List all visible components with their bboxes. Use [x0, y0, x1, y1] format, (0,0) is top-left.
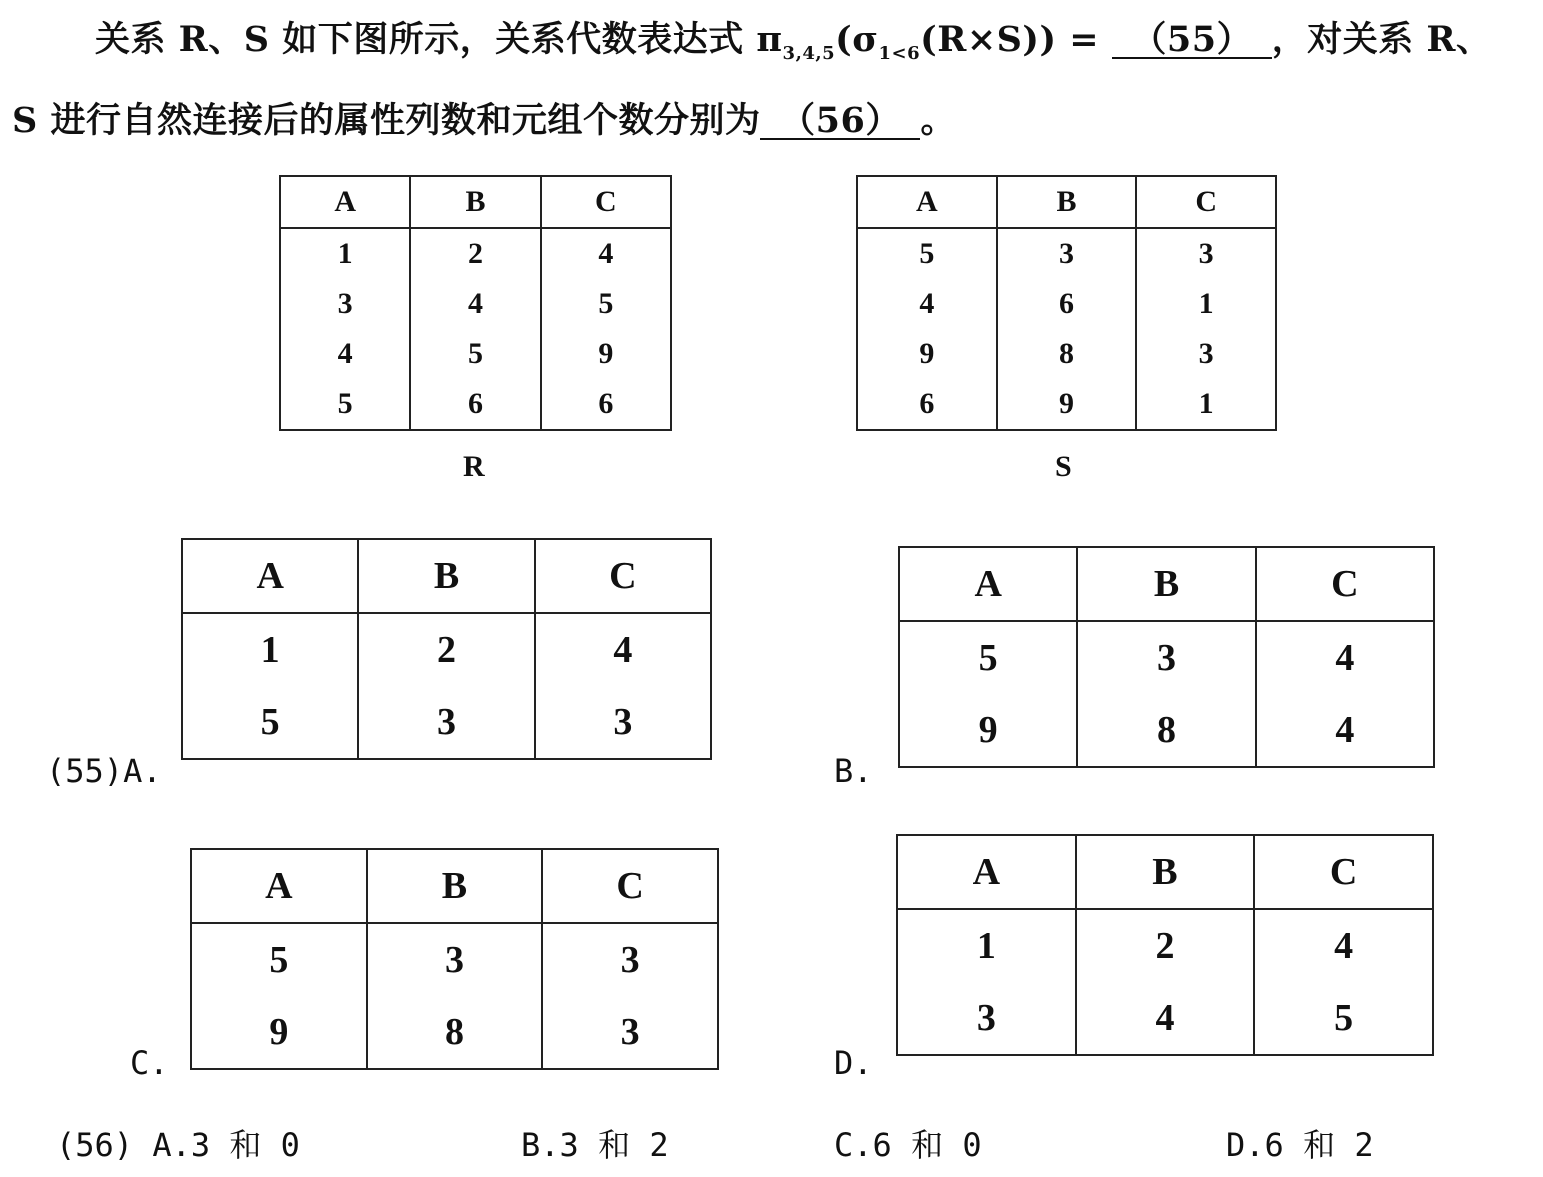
- header-a: A: [182, 539, 358, 613]
- header-c: C: [541, 176, 671, 228]
- table-row: [182, 613, 711, 686]
- table-header-row: [897, 835, 1433, 909]
- option-56-b[interactable]: B.3 和 2: [521, 1126, 669, 1164]
- cell: 5: [191, 923, 367, 996]
- table-header-row: [182, 539, 711, 613]
- header-b: B: [367, 849, 543, 923]
- header-b: B: [1076, 835, 1255, 909]
- option-56-c[interactable]: C.6 和 0: [834, 1126, 982, 1164]
- table-row: [857, 379, 1276, 430]
- cell: 4: [1256, 694, 1434, 767]
- table-row: [280, 279, 671, 329]
- table-row: [857, 329, 1276, 379]
- cell: 2: [410, 228, 540, 279]
- relation-s-caption: S: [1055, 450, 1072, 483]
- option-55-a-label[interactable]: (55)A.: [46, 752, 162, 790]
- table-row: [897, 909, 1433, 982]
- option-55-b-label[interactable]: B.: [834, 752, 873, 790]
- header-b: B: [1077, 547, 1255, 621]
- header-a: A: [191, 849, 367, 923]
- sigma-symbol: (σ: [835, 19, 879, 60]
- cell: 5: [410, 329, 540, 379]
- cell: 6: [997, 279, 1137, 329]
- option-55-c-table: [190, 848, 719, 1070]
- blank-56: （56）: [760, 103, 920, 140]
- table-row: [899, 621, 1434, 694]
- relation-r-table: [279, 175, 672, 431]
- cell: 8: [1077, 694, 1255, 767]
- cell: 9: [857, 329, 997, 379]
- cell: 9: [899, 694, 1077, 767]
- cell: 9: [191, 996, 367, 1069]
- option-55-d-table: [896, 834, 1434, 1056]
- cell: 6: [541, 379, 671, 430]
- table-row: [280, 329, 671, 379]
- cell: 6: [857, 379, 997, 430]
- question-text-suffix: ，对关系 R、: [1271, 19, 1492, 60]
- relation-r-caption: R: [463, 450, 485, 483]
- table-row: [897, 982, 1433, 1055]
- cell: 2: [1076, 909, 1255, 982]
- question-line-1: [95, 19, 1492, 64]
- cell: 2: [358, 613, 534, 686]
- header-b: B: [997, 176, 1137, 228]
- cell: 3: [542, 996, 718, 1069]
- cell: 6: [410, 379, 540, 430]
- cell: 5: [182, 686, 358, 759]
- option-56-d[interactable]: D.6 和 2: [1226, 1126, 1374, 1164]
- table-header-row: [280, 176, 671, 228]
- table-row: [191, 996, 718, 1069]
- cell: 3: [1077, 621, 1255, 694]
- table-header-row: [191, 849, 718, 923]
- cell: 3: [997, 228, 1137, 279]
- relational-algebra-formula: [756, 19, 1112, 64]
- cell: 4: [857, 279, 997, 329]
- formula-rest: (R×S)) =: [920, 19, 1112, 60]
- cell: 3: [358, 686, 534, 759]
- header-a: A: [857, 176, 997, 228]
- cell: 4: [535, 613, 711, 686]
- question-text-prefix: 关系 R、S 如下图所示，关系代数表达式: [95, 19, 757, 60]
- table-row: [280, 379, 671, 430]
- option-55-b-table: [898, 546, 1435, 768]
- cell: 3: [535, 686, 711, 759]
- header-b: B: [410, 176, 540, 228]
- cell: 4: [1254, 909, 1433, 982]
- pi-symbol: π: [756, 19, 783, 60]
- cell: 9: [997, 379, 1137, 430]
- cell: 3: [897, 982, 1076, 1055]
- header-b: B: [358, 539, 534, 613]
- cell: 4: [1256, 621, 1434, 694]
- relation-s-table: [856, 175, 1277, 431]
- header-c: C: [1256, 547, 1434, 621]
- option-55-d-label[interactable]: D.: [834, 1044, 873, 1082]
- header-c: C: [542, 849, 718, 923]
- table-header-row: [857, 176, 1276, 228]
- cell: 5: [1254, 982, 1433, 1055]
- blank-55: （55）: [1112, 22, 1272, 59]
- cell: 4: [1076, 982, 1255, 1055]
- table-header-row: [899, 547, 1434, 621]
- header-a: A: [897, 835, 1076, 909]
- cell: 3: [542, 923, 718, 996]
- option-55-a-table: [181, 538, 712, 760]
- header-a: A: [899, 547, 1077, 621]
- question-text-end: 。: [920, 100, 956, 141]
- cell: 1: [1136, 379, 1276, 430]
- cell: 1: [280, 228, 410, 279]
- cell: 4: [280, 329, 410, 379]
- cell: 8: [367, 996, 543, 1069]
- table-row: [857, 279, 1276, 329]
- header-c: C: [1136, 176, 1276, 228]
- question-text-line2: S 进行自然连接后的属性列数和元组个数分别为: [12, 100, 761, 141]
- header-c: C: [1254, 835, 1433, 909]
- cell: 4: [541, 228, 671, 279]
- cell: 9: [541, 329, 671, 379]
- option-56-a[interactable]: (56) A.3 和 0: [56, 1126, 300, 1164]
- cell: 4: [410, 279, 540, 329]
- cell: 5: [280, 379, 410, 430]
- header-c: C: [535, 539, 711, 613]
- question-line-2: [12, 100, 956, 141]
- cell: 3: [1136, 228, 1276, 279]
- table-row: [899, 694, 1434, 767]
- cell: 3: [1136, 329, 1276, 379]
- table-row: [191, 923, 718, 996]
- table-row: [857, 228, 1276, 279]
- cell: 5: [541, 279, 671, 329]
- cell: 5: [857, 228, 997, 279]
- cell: 3: [367, 923, 543, 996]
- header-a: A: [280, 176, 410, 228]
- cell: 1: [1136, 279, 1276, 329]
- sigma-subscript: 1<6: [878, 43, 921, 64]
- cell: 8: [997, 329, 1137, 379]
- table-row: [182, 686, 711, 759]
- cell: 3: [280, 279, 410, 329]
- cell: 1: [897, 909, 1076, 982]
- option-55-c-label[interactable]: C.: [130, 1044, 169, 1082]
- cell: 1: [182, 613, 358, 686]
- pi-subscript: 3,4,5: [782, 43, 836, 64]
- table-row: [280, 228, 671, 279]
- cell: 5: [899, 621, 1077, 694]
